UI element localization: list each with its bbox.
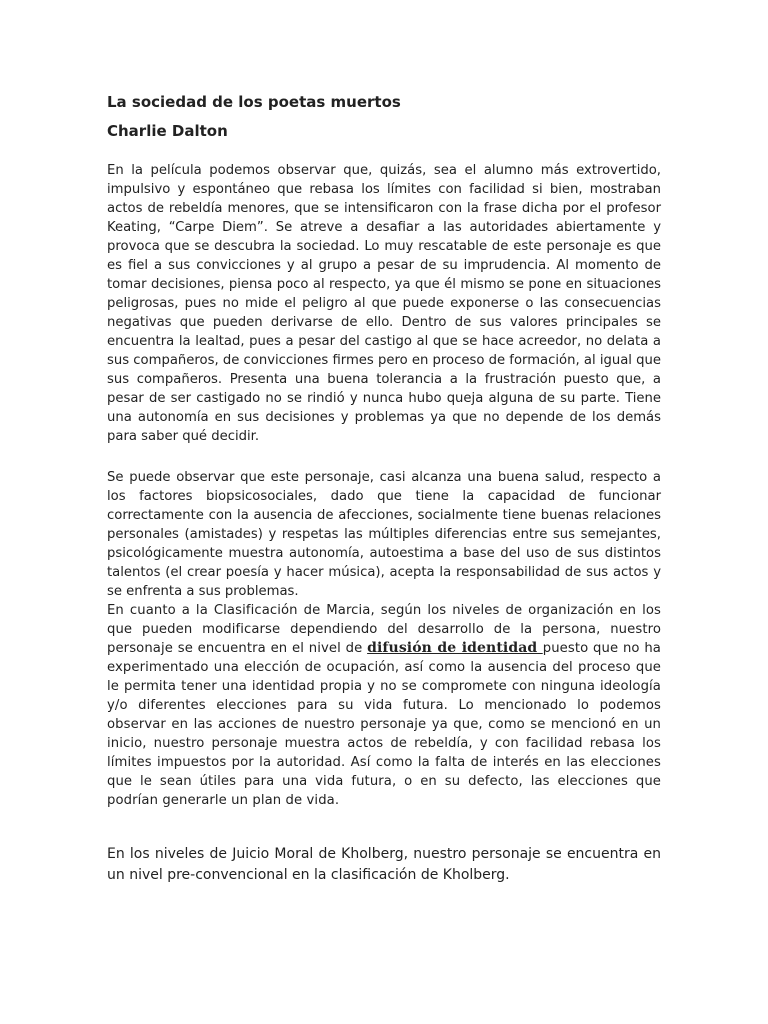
paragraph-gap <box>107 810 661 844</box>
document-subtitle: Charlie Dalton <box>107 122 228 140</box>
paragraph-intro: En la película podemos observar que, quizás, sea el alumno más extrovertido, impulsivo y espontáneo que rebasa los límites con facilidad si bien, mostraban actos de rebeldía menores, que se intensificaron con la frase dicha por el profesor Keating, “Carpe Diem”. Se atreve a desafiar a las autoridades abiertamente y provoca que se descubra la sociedad. Lo muy rescatable de este personaje es que es fiel a sus convicciones y al grupo a pesar de su imprudencia. Al momento de tomar decisiones, piensa poco al respecto, ya que él mismo se pone en situaciones peligrosas, pues no mide el peligro al que puede exponerse o las consecuencias negativas que pueden derivarse de ello. Dentro de sus valores principales se encuentra la lealtad, pues a pesar del castigo al que se hace acreedor, no delata a sus compañeros, de convicciones firmes pero en proceso de formación, al igual que sus compañeros. Presenta una buena tolerancia a la frustración puesto que, a pesar de ser castigado no se rindió y nunca hubo queja alguna de su parte. Tiene una autonomía en sus decisiones y problemas ya que no depende de los demás para saber qué decidir. <box>107 163 661 444</box>
paragraph-marcia-text-after: puesto que no ha experimentado una elección de ocupación, así como la ausencia del proceso que le permita tener una identidad propia y no se compromete con ninguna ideología y/o diferentes elecciones para su vida futura. Lo mencionado lo podemos observar en las acciones de nuestro personaje ya que, como se mencionó en un inicio, nuestro personaje muestra actos de rebeldía, y con facilidad rebasa los límites impuestos por la autoridad. Así como la falta de interés en las elecciones que le sean útiles para una vida futura, o en su defecto, las elecciones que podrían generarle un plan de vida. <box>107 641 661 808</box>
document-title: La sociedad de los poetas muertos <box>107 93 401 111</box>
paragraph-kohlberg: En los niveles de Juicio Moral de Kholberg, nuestro personaje se encuentra en un nivel pre-convencional en la clasificación de Kholberg. <box>107 846 661 883</box>
paragraph-marcia <box>107 601 661 810</box>
identity-diffusion-term: difusión de identidad <box>367 640 543 656</box>
paragraph-health: Se puede observar que este personaje, casi alcanza una buena salud, respecto a los factores biopsicosociales, dado que tiene la capacidad de funcionar correctamente con la ausencia de afecciones, socialmente tiene buenas relaciones personales (amistades) y respetas las múltiples diferencias entre sus semejantes, psicológicamente muestra autonomía, autoestima a base del uso de sus distintos talentos (el crear poesía y hacer música), acepta la responsabilidad de sus actos y se enfrenta a sus problemas. <box>107 470 661 599</box>
paragraph-marcia-text-before: En cuanto a la Clasificación de Marcia, según los niveles de organización en los que pueden modificarse dependiendo del desarrollo de la persona, nuestro personaje se encuentra en el nivel de <box>107 603 661 656</box>
paragraph-gap <box>107 446 661 468</box>
